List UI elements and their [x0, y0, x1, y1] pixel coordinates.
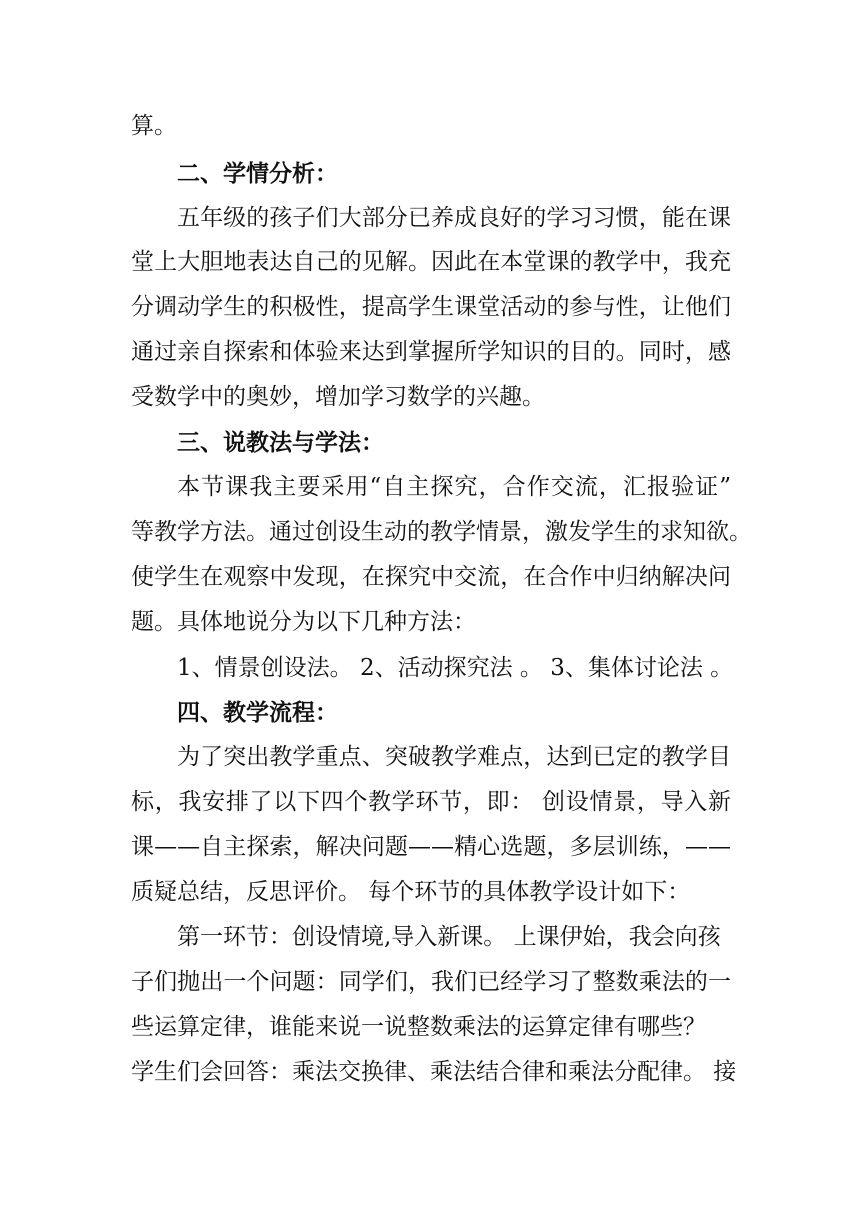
text-line: 使学生在观察中发现，在探究中交流，在合作中归纳解决问 — [131, 564, 731, 590]
text-line: 五年级的孩子们大部分已养成良好的学习习惯，能在课 — [177, 205, 731, 231]
text-line: 学生们会回答：乘法交换律、乘法结合律和乘法分配律。 接 — [131, 1059, 737, 1085]
text-line: 堂上大胆地表达自己的见解。因此在本堂课的教学中，我充 — [131, 249, 731, 275]
text-line: 子们抛出一个问题：同学们，我们已经学习了整数乘法的一 — [131, 969, 731, 995]
text-line: 课——自主探索，解决问题——精心选题，多层训练，—— — [131, 834, 731, 860]
method-list: 1、情景创设法。 2、活动探究法 。 3、集体讨论法 。 — [177, 655, 734, 681]
text-line: 本节课我主要采用“自主探究，合作交流，汇报验证” — [177, 474, 731, 500]
text-line: 分调动学生的积极性，提高学生课堂活动的参与性，让他们 — [131, 294, 731, 320]
text-line: 些运算定律，谁能来说一说整数乘法的运算定律有哪些？ — [131, 1014, 706, 1040]
section-heading: 二、学情分析： — [177, 160, 338, 187]
text-line: 题。具体地说分为以下几种方法： — [131, 609, 476, 635]
text-line: 等教学方法。通过创设生动的教学情景，激发学生的求知欲。 — [131, 519, 752, 545]
section-heading: 三、说教法与学法： — [177, 429, 384, 456]
text-line: 标，我安排了以下四个教学环节，即： 创设情景，导入新 — [131, 789, 731, 815]
text-line: 为了突出教学重点、突破教学难点，达到已定的教学目 — [177, 744, 731, 770]
text-line: 质疑总结，反思评价。 每个环节的具体教学设计如下： — [131, 879, 691, 905]
text-line: 通过亲自探索和体验来达到掌握所学知识的目的。同时，感 — [131, 339, 731, 365]
text-line: 第一环节：创设情境,导入新课。 上课伊始，我会向孩 — [177, 924, 721, 950]
text-line: 算。 — [131, 113, 177, 139]
section-heading: 四、教学流程： — [177, 699, 338, 726]
text-line: 受数学中的奥妙，增加学习数学的兴趣。 — [131, 384, 545, 410]
